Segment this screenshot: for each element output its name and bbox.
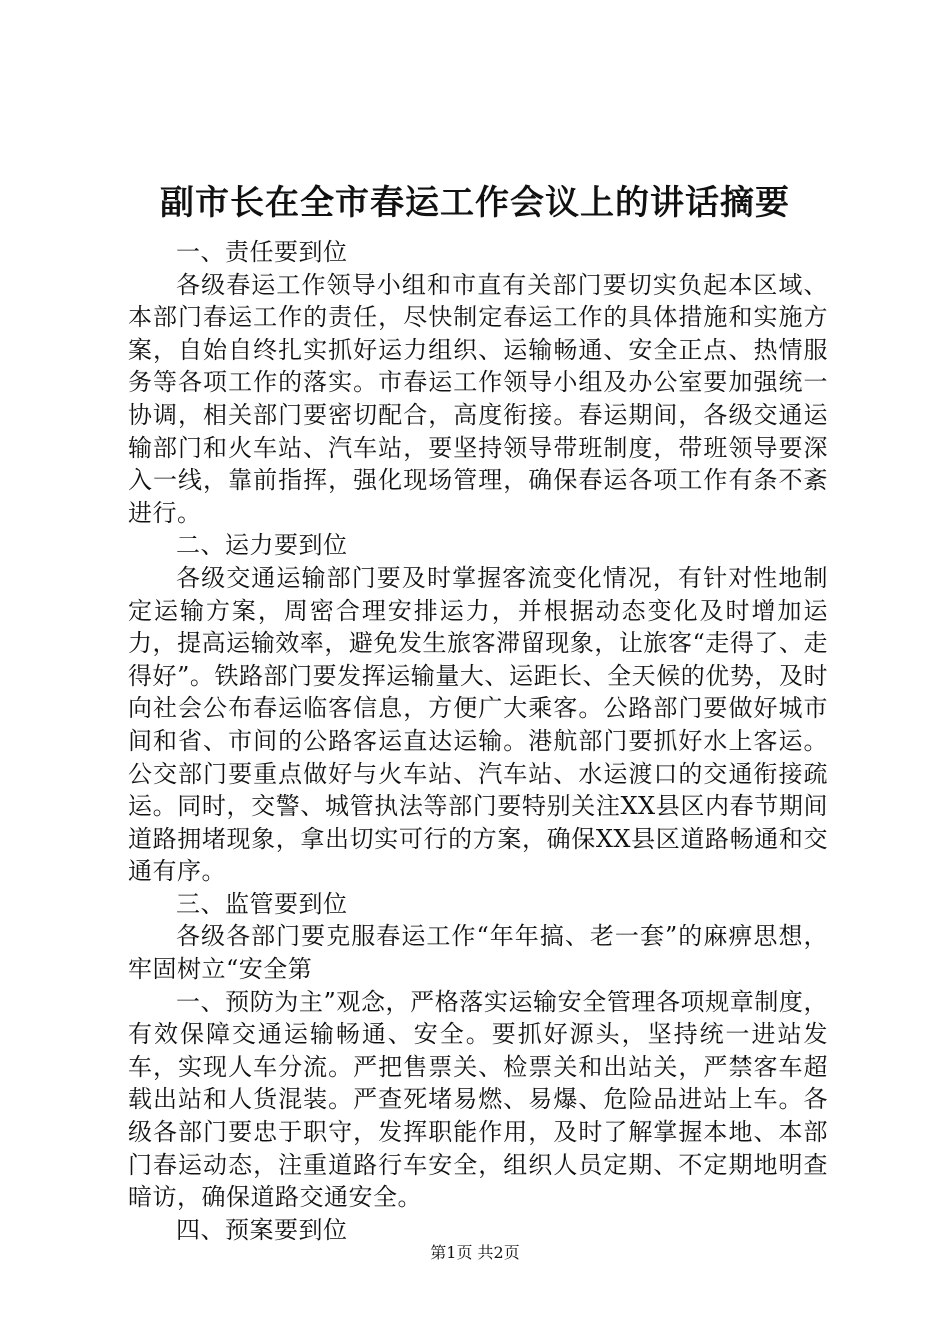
section-heading-responsibility: 一、责任要到位 — [176, 238, 348, 266]
paragraph-capacity: 各级交通运输部门要及时掌握客流变化情况，有针对性地制定运输方案，周密合理安排运力，并根据动态变化及时增加运力，提高运输效率，避免发生旅客滞留现象，让旅客“走得了、走得好”。铁路部门要发挥运输量大、运距长、全天候的优势，及时向社会公布春运临客信息，方便广大乘客。公路部门要做好城市间和省、市间的公路客运直达运输。港航部门要抓好水上客运。公交部门要重点做好与火车站、汽车站、水运渡口的交通衔接疏运。同时，交警、城管执法等部门要特别关注XX县区内春节期间道路拥堵现象，拿出切实可行的方案，确保XX县区道路畅通和交通有序。 — [128, 563, 828, 886]
document-title: 副市长在全市春运工作会议上的讲话摘要 — [160, 183, 790, 223]
paragraph-supervision-intro: 各级各部门要克服春运工作“年年搞、老一套”的麻痹思想，牢固树立“安全第 — [128, 922, 828, 984]
section-heading-supervision: 三、监管要到位 — [176, 889, 348, 918]
document-body — [128, 236, 828, 1246]
section-heading-contingency: 四、预案要到位 — [176, 1215, 348, 1244]
section-heading-capacity: 二、运力要到位 — [176, 531, 348, 560]
paragraph-supervision-safety: 一、预防为主”观念，严格落实运输安全管理各项规章制度，有效保障交通运输畅通、安全。要抓好源头，坚持统一进站发车，实现人车分流。严把售票关、检票关和出站关，严禁客车超载出站和人货混装。严查死堵易燃、易爆、危险品进站上车。各级各部门要忠于职守，发挥职能作用，及时了解掌握本地、本部门春运动态，注重道路行车安全，组织人员定期、不定期地明查暗访，确保道路交通安全。 — [128, 987, 828, 1212]
paragraph-responsibility: 各级春运工作领导小组和市直有关部门要切实负起本区域、本部门春运工作的责任，尽快制定春运工作的具体措施和实施方案，自始自终扎实抓好运力组织、运输畅通、安全正点、热情服务等各项工作的落实。市春运工作领导小组及办公室要加强统一协调，相关部门要密切配合，高度衔接。春运期间，各级交通运输部门和火车站、汽车站，要坚持领导带班制度，带班领导要深入一线，靠前指挥，强化现场管理，确保春运各项工作有条不紊进行。 — [128, 270, 828, 527]
page-footer: 第1页 共2页 — [430, 1243, 520, 1262]
